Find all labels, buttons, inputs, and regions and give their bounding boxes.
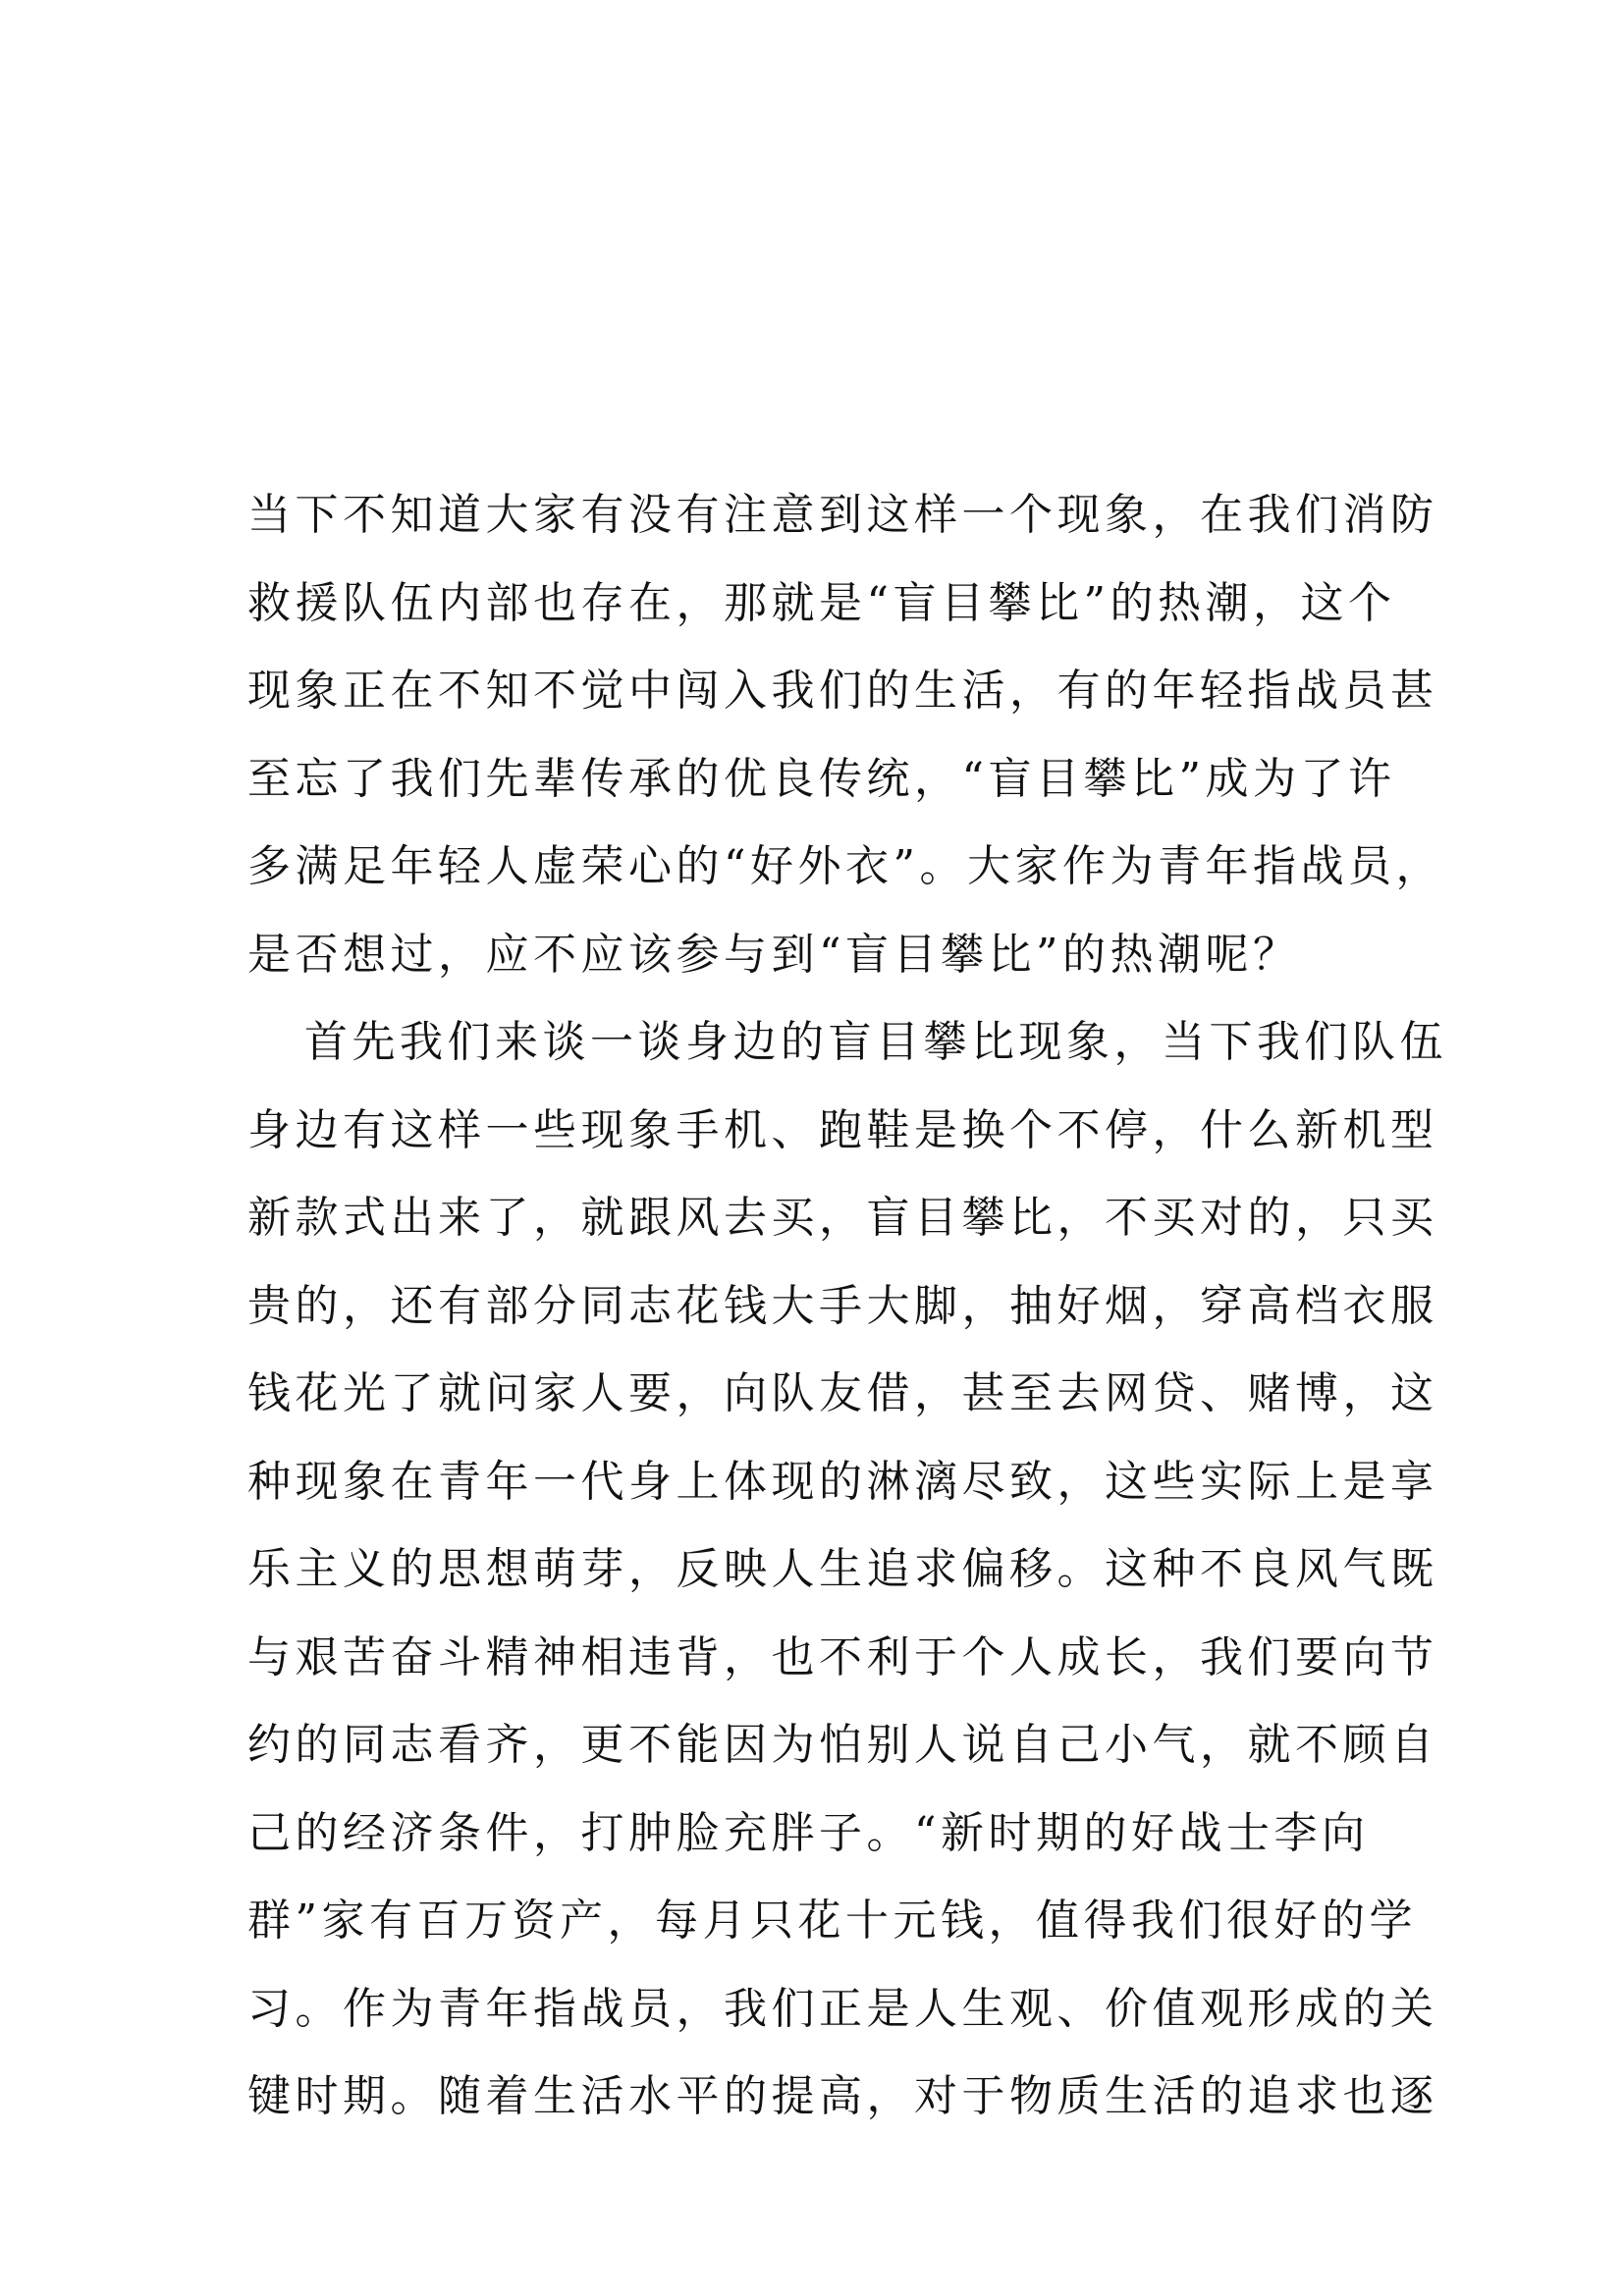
text-line: 当下不知道大家有没有注意到这样一个现象，在我们消防 xyxy=(247,490,1438,540)
text-line: 钱花光了就问家人要，向队友借，甚至去网贷、赌博，这 xyxy=(247,1368,1438,1418)
text-line: 现象正在不知不觉中闯入我们的生活，有的年轻指战员甚 xyxy=(247,666,1438,716)
text-line: 乐主义的思想萌芽，反映人生追求偏移。这种不良风气既 xyxy=(247,1544,1438,1594)
text-line: 贵的，还有部分同志花钱大手大脚，抽好烟，穿高档衣服 xyxy=(247,1280,1438,1331)
text-line: 群”家有百万资产，每月只花十元钱，值得我们很好的学 xyxy=(247,1896,1417,1946)
text-line: 新款式出来了，就跟风去买，盲目攀比，不买对的，只买 xyxy=(247,1193,1438,1243)
text-line: 键时期。随着生活水平的提高，对于物质生活的追求也逐 xyxy=(247,2071,1438,2121)
text-line: 约的同志看齐，更不能因为怕别人说自己小气，就不顾自 xyxy=(247,1720,1438,1770)
text-line: 习。作为青年指战员，我们正是人生观、价值观形成的关 xyxy=(247,1983,1438,2034)
body-text xyxy=(247,471,1447,2141)
paragraph-first-line: 首先我们来谈一谈身边的盲目攀比现象，当下我们队伍 xyxy=(304,1017,1447,1067)
text-line: 救援队伍内部也存在，那就是“盲目攀比”的热潮，这个 xyxy=(247,577,1396,628)
text-line: 己的经济条件，打肿脸充胖子。“新时期的好战士李向 xyxy=(247,1807,1370,1858)
text-line: 身边有这样一些现象手机、跑鞋是换个不停，什么新机型 xyxy=(247,1104,1438,1155)
text-line: 是否想过，应不应该参与到“盲目攀比”的热潮呢？ xyxy=(247,929,1301,980)
text-line: 多满足年轻人虚荣心的“好外衣”。大家作为青年指战员， xyxy=(247,841,1443,891)
text-line: 种现象在青年一代身上体现的淋漓尽致，这些实际上是享 xyxy=(247,1456,1438,1507)
text-line: 与艰苦奋斗精神相违背，也不利于个人成长，我们要向节 xyxy=(247,1631,1438,1682)
text-line: 至忘了我们先辈传承的优良传统，“盲目攀比”成为了许 xyxy=(247,753,1396,804)
